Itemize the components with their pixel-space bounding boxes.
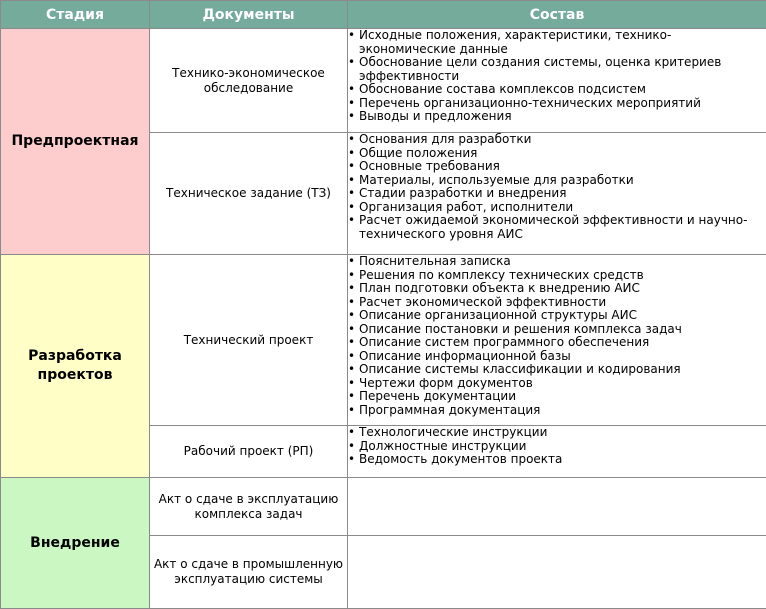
stage-project-development: Разработка проектов <box>1 255 150 478</box>
list-item: • Основные требования <box>348 160 766 174</box>
list-item: • Организация работ, исполнители <box>348 201 766 215</box>
list-item: • Перечень документации <box>348 390 766 404</box>
list-item: • Пояснительная записка <box>348 255 766 269</box>
list-item: • Расчет экономической эффективности <box>348 296 766 310</box>
doc-working-project: Рабочий проект (РП) <box>150 426 348 478</box>
list-item: • Общие положения <box>348 147 766 161</box>
composition-list <box>348 133 766 241</box>
list-item: • Обоснование цели создания системы, оценка критериев эффективности <box>348 56 766 83</box>
list-item: • Программная документация <box>348 404 766 418</box>
table-row <box>1 29 766 133</box>
list-item: • Описание информационной базы <box>348 350 766 364</box>
doc-acceptance-act-system: Акт о сдаче в промышленную эксплуатацию системы <box>150 536 348 609</box>
list-item: • Описание постановки и решения комплекса задач <box>348 323 766 337</box>
list-item: • Стадии разработки и внедрения <box>348 187 766 201</box>
table-row <box>1 255 766 426</box>
list-item: • Выводы и предложения <box>348 110 766 124</box>
composition-list <box>348 426 766 467</box>
composition-cell <box>348 29 766 133</box>
list-item: • Перечень организационно-технических мероприятий <box>348 97 766 111</box>
doc-technical-assignment: Техническое задание (ТЗ) <box>150 133 348 255</box>
composition-list <box>348 29 766 124</box>
list-item: • Должностные инструкции <box>348 440 766 454</box>
list-item: • Технологические инструкции <box>348 426 766 440</box>
list-item: • Расчет ожидаемой экономической эффективности и научно-технического уровня АИС <box>348 214 766 241</box>
header-stage: Стадия <box>1 1 150 29</box>
list-item: • Описание системы классификации и кодирования <box>348 363 766 377</box>
list-item: • Материалы, используемые для разработки <box>348 174 766 188</box>
doc-technical-project: Технический проект <box>150 255 348 426</box>
list-item: • Чертежи форм документов <box>348 377 766 391</box>
list-item: • Описание систем программного обеспечения <box>348 336 766 350</box>
list-item: • Описание организационной структуры АИС <box>348 309 766 323</box>
doc-acceptance-act-tasks: Акт о сдаче в эксплуатацию комплекса задач <box>150 478 348 536</box>
list-item: • Решения по комплексу технических средств <box>348 269 766 283</box>
stage-preproject: Предпроектная <box>1 29 150 255</box>
list-item: • Исходные положения, характеристики, технико-экономические данные <box>348 29 766 56</box>
stage-implementation: Внедрение <box>1 478 150 609</box>
list-item: • Ведомость документов проекта <box>348 453 766 467</box>
list-item: • План подготовки объекта к внедрению АИС <box>348 282 766 296</box>
composition-cell-empty <box>348 536 766 609</box>
composition-cell <box>348 255 766 426</box>
composition-cell <box>348 133 766 255</box>
list-item: • Основания для разработки <box>348 133 766 147</box>
composition-list <box>348 255 766 417</box>
doc-feasibility-study: Технико-экономическое обследование <box>150 29 348 133</box>
header-row <box>1 1 766 29</box>
header-documents: Документы <box>150 1 348 29</box>
composition-cell-empty <box>348 478 766 536</box>
list-item: • Обоснование состава комплексов подсистем <box>348 83 766 97</box>
composition-cell <box>348 426 766 478</box>
header-composition: Состав <box>348 1 766 29</box>
table-row <box>1 478 766 536</box>
